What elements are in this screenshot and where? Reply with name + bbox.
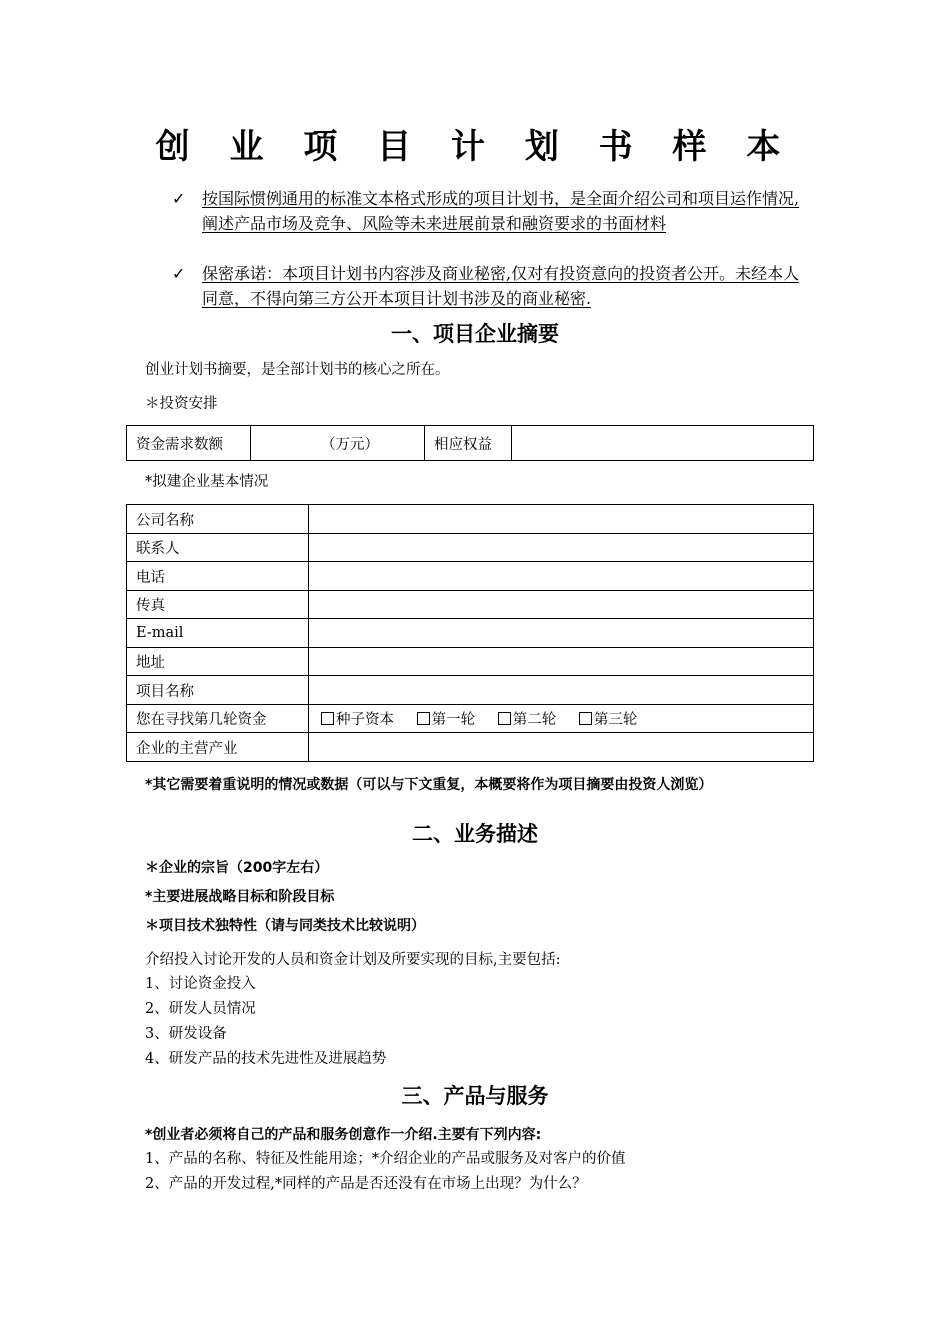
company-info-table	[126, 504, 814, 762]
other-note: *其它需要着重说明的情况或数据（可以与下文重复，本概要将作为项目摘要由投资人浏览）	[145, 777, 713, 793]
row-value[interactable]	[309, 648, 814, 676]
funding-option[interactable]: 第一轮	[417, 708, 476, 729]
row-value[interactable]	[309, 591, 814, 619]
company-info-label: *拟建企业基本情况	[145, 474, 269, 490]
row-label: E-mail	[127, 619, 309, 648]
bold-item: ＊企业的宗旨（200字左右）	[145, 860, 329, 876]
checkbox-icon[interactable]	[417, 712, 430, 725]
fund-label: 资金需求数额	[127, 426, 251, 461]
section-heading: 一、项目企业摘要	[391, 322, 559, 346]
list-item: 1、产品的名称、特征及性能用途；*介绍企业的产品或服务及对客户的价值	[145, 1151, 626, 1167]
checkbox-icon[interactable]	[321, 712, 334, 725]
bold-item: ＊项目技术独特性（请与同类技术比较说明）	[145, 918, 425, 934]
section-heading: 二、业务描述	[412, 822, 538, 846]
table-row	[127, 591, 814, 619]
checkbox-icon[interactable]	[579, 712, 592, 725]
intro-item-text: 保密承诺：本项目计划书内容涉及商业秘密,仅对有投资意向的投资者公开。未经本人同意，不得向第三方公开本项目计划书涉及的商业秘密.	[202, 264, 800, 308]
rd-intro: 介绍投入讨论开发的人员和资金计划及所要实现的目标,主要包括:	[145, 952, 561, 968]
list-item: 3、研发设备	[145, 1026, 227, 1042]
list-item: 2、研发人员情况	[145, 1001, 256, 1017]
list-item: 4、研发产品的技术先进性及进展趋势	[145, 1051, 387, 1067]
table-row	[127, 648, 814, 676]
row-value[interactable]	[309, 619, 814, 648]
row-label: 公司名称	[127, 505, 309, 534]
row-label: 项目名称	[127, 676, 309, 705]
list-item: 2、产品的开发过程,*同样的产品是否还没有在市场上出现？为什么？	[145, 1176, 587, 1192]
table-row	[127, 619, 814, 648]
bold-intro: *创业者必须将自己的产品和服务创意作一介绍.主要有下列内容:	[145, 1127, 542, 1143]
row-label: 地址	[127, 648, 309, 676]
table-row	[127, 705, 814, 733]
row-value[interactable]	[309, 505, 814, 534]
row-value[interactable]	[309, 562, 814, 591]
equity-label: 相应权益	[425, 426, 512, 461]
fund-value-cell[interactable]: （万元）	[251, 426, 425, 461]
investment-label: ＊投资安排	[145, 396, 218, 412]
check-mark-icon: ✓	[172, 189, 186, 208]
intro-item-text: 按国际惯例通用的标准文本格式形成的项目计划书，是全面介绍公司和项目运作情况,阐述产品市场及竞争、风险等未来进展前景和融资要求的书面材料	[202, 189, 800, 233]
table-row	[127, 562, 814, 591]
funding-option[interactable]: 种子资本	[321, 708, 394, 729]
intro-item	[172, 186, 812, 236]
check-mark-icon: ✓	[172, 264, 186, 283]
row-value[interactable]	[309, 676, 814, 705]
row-label: 联系人	[127, 534, 309, 562]
funding-option[interactable]: 第二轮	[498, 708, 557, 729]
funding-option[interactable]: 第三轮	[579, 708, 638, 729]
table-row	[127, 534, 814, 562]
row-label: 企业的主营产业	[127, 733, 309, 762]
row-value[interactable]	[309, 534, 814, 562]
row-label: 电话	[127, 562, 309, 591]
funding-round-options	[309, 705, 814, 733]
section-heading: 三、产品与服务	[401, 1084, 549, 1108]
intro-item	[172, 261, 812, 311]
row-label: 传真	[127, 591, 309, 619]
table-row	[127, 505, 814, 534]
bold-item: *主要进展战略目标和阶段目标	[145, 889, 335, 905]
row-value[interactable]	[309, 733, 814, 762]
document-title: 创 业 项 目 计 划 书 样 本	[155, 127, 795, 167]
summary-text: 创业计划书摘要，是全部计划书的核心之所在。	[145, 362, 450, 378]
table-row	[127, 676, 814, 705]
checkbox-icon[interactable]	[498, 712, 511, 725]
list-item: 1、讨论资金投入	[145, 976, 256, 992]
table-row	[127, 733, 814, 762]
row-label: 您在寻找第几轮资金	[127, 705, 309, 733]
equity-value-cell[interactable]	[512, 426, 814, 461]
investment-table	[126, 425, 814, 461]
